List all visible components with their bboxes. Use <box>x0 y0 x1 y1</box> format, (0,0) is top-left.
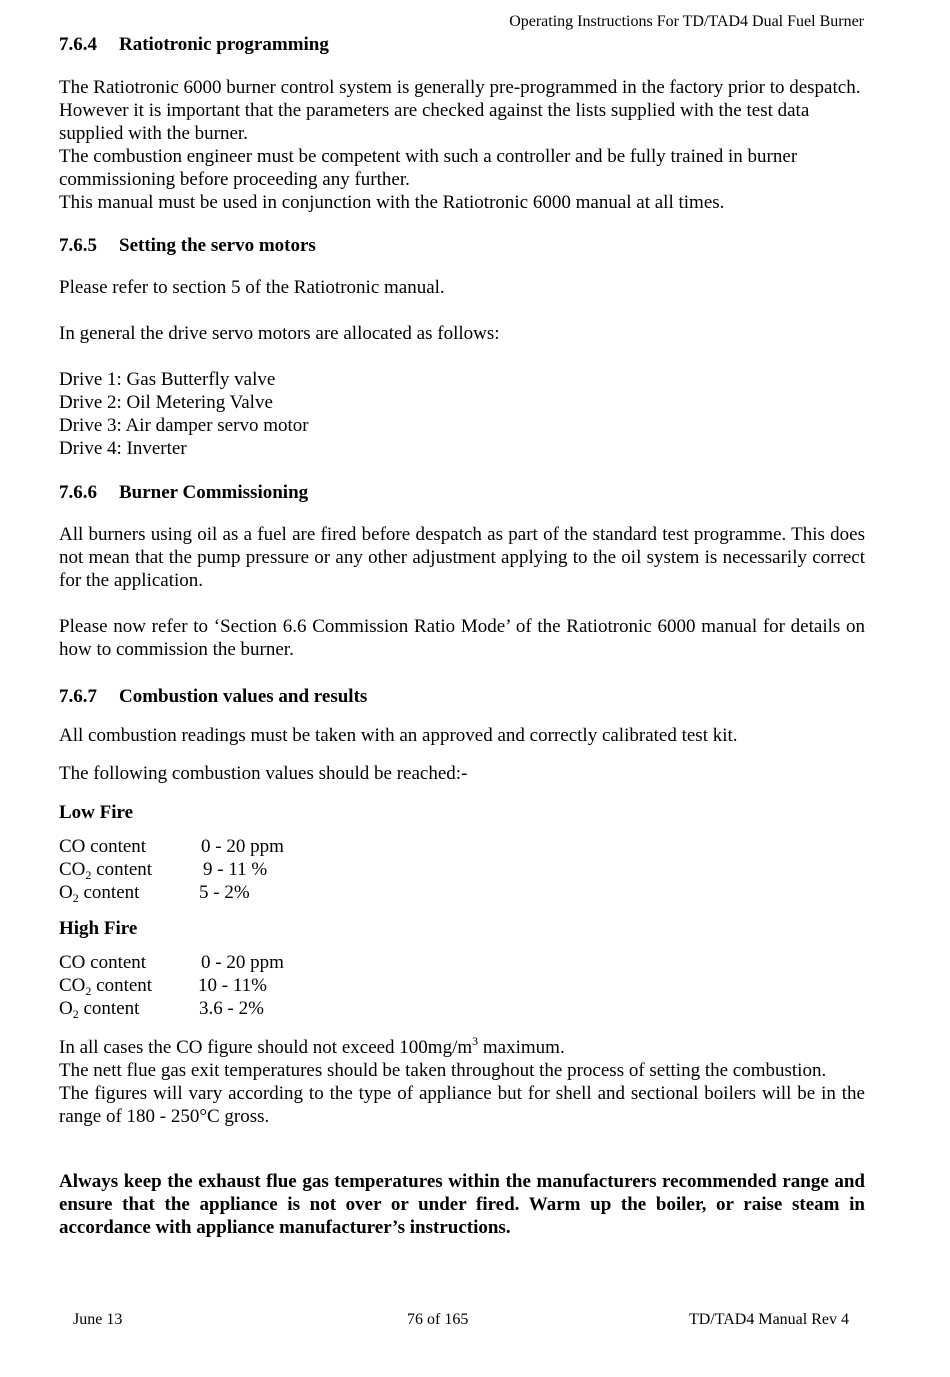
section-heading-7-6-7 <box>59 685 865 708</box>
co2-value: 10 - 11% <box>198 975 267 996</box>
list-item: Drive 4: Inverter <box>59 438 187 459</box>
o2-label <box>59 997 139 1020</box>
section-title: Ratiotronic programming <box>119 34 329 55</box>
table-row <box>59 881 865 904</box>
co2-label-suffix: content <box>91 859 153 880</box>
footer-page-number: 76 of 165 <box>407 1311 469 1328</box>
o2-label-suffix: content <box>78 998 140 1019</box>
co-label: CO content <box>59 836 147 857</box>
section-number: 7.6.4 <box>59 34 97 55</box>
section-heading-7-6-6 <box>59 481 865 504</box>
co2-label-suffix: content <box>91 975 153 996</box>
section-number: 7.6.6 <box>59 482 97 503</box>
section-heading-7-6-5 <box>59 234 865 257</box>
table-row <box>59 997 865 1020</box>
co-value: 0 - 20 ppm <box>201 952 284 973</box>
o2-label-text: O <box>59 882 73 903</box>
warning-note: Always keep the exhaust flue gas temperatures within the manufacturers recommended range and ensure that the appliance is not over or under fired. Warm up the boiler, or raise steam in accordance with appliance manufacturer’s instructions. <box>59 1171 865 1238</box>
paragraph <box>59 1036 865 1059</box>
closing-paragraphs <box>59 1036 865 1128</box>
paragraph: The following combustion values should be reached:- <box>59 763 468 784</box>
paragraph: The Ratiotronic 6000 burner control system is generally pre-programmed in the factory prior to despatch. However it is important that the parameters are checked against the lists supplied with the test data supplied with the burner. <box>59 77 861 144</box>
table-row <box>59 858 865 881</box>
co-limit-suffix: maximum. <box>478 1037 565 1058</box>
list-item: Drive 1: Gas Butterfly valve <box>59 369 276 390</box>
section-title: Setting the servo motors <box>119 235 316 256</box>
o2-value: 3.6 - 2% <box>199 998 264 1019</box>
low-fire-title: Low Fire <box>59 802 134 823</box>
list-item: Drive 3: Air damper servo motor <box>59 415 309 436</box>
table-row <box>59 835 865 858</box>
o2-label <box>59 881 139 904</box>
low-fire-values <box>59 835 865 904</box>
o2-subscript: 2 <box>72 891 79 905</box>
paragraph: All burners using oil as a fuel are fired before despatch as part of the standard test programme. This does not mean that the pump pressure or any other adjustment applying to the oil system is necessarily correct for the application. <box>59 524 865 591</box>
section-title: Combustion values and results <box>119 686 368 707</box>
section-7-6-4-body <box>59 76 865 214</box>
paragraph: In general the drive servo motors are allocated as follows: <box>59 323 500 344</box>
co2-label-text: CO <box>59 859 86 880</box>
o2-value: 5 - 2% <box>199 882 250 903</box>
superscript: 3 <box>472 1034 479 1048</box>
drive-list <box>59 368 865 460</box>
co2-label <box>59 974 152 997</box>
co2-label <box>59 858 152 881</box>
table-row <box>59 951 865 974</box>
paragraph: The nett flue gas exit temperatures should be taken throughout the process of setting the combustion. <box>59 1060 827 1081</box>
paragraph: This manual must be used in conjunction with the Ratiotronic 6000 manual at all times. <box>59 192 725 213</box>
high-fire-values <box>59 951 865 1020</box>
page-header: Operating Instructions For TD/TAD4 Dual Fuel Burner <box>509 13 864 30</box>
paragraph: All combustion readings must be taken with an approved and correctly calibrated test kit. <box>59 725 738 746</box>
section-number: 7.6.7 <box>59 686 97 707</box>
co-limit-text: In all cases the CO figure should not exceed 100mg/m <box>59 1037 473 1058</box>
paragraph: Please refer to section 5 of the Ratiotronic manual. <box>59 277 445 298</box>
o2-subscript: 2 <box>72 1007 79 1021</box>
co-label: CO content <box>59 952 147 973</box>
paragraph: The combustion engineer must be competent with such a controller and be fully trained in burner commissioning before proceeding any further. <box>59 146 798 190</box>
section-number: 7.6.5 <box>59 235 97 256</box>
co2-subscript: 2 <box>85 868 92 882</box>
footer-date: June 13 <box>73 1311 123 1328</box>
section-title: Burner Commissioning <box>119 482 309 503</box>
table-row <box>59 974 865 997</box>
co2-value: 9 - 11 % <box>203 859 268 880</box>
o2-label-suffix: content <box>78 882 140 903</box>
co2-subscript: 2 <box>85 984 92 998</box>
list-item: Drive 2: Oil Metering Valve <box>59 392 273 413</box>
paragraph: The figures will vary according to the type of appliance but for shell and sectional boilers will be in the range of 180 - 250°C gross. <box>59 1083 865 1127</box>
paragraph: Please now refer to ‘Section 6.6 Commission Ratio Mode’ of the Ratiotronic 6000 manual for details on how to commission the burner. <box>59 616 865 660</box>
section-heading-7-6-4 <box>59 33 865 56</box>
co2-label-text: CO <box>59 975 86 996</box>
footer-doc-ref: TD/TAD4 Manual Rev 4 <box>688 1311 849 1328</box>
co-value: 0 - 20 ppm <box>201 836 284 857</box>
o2-label-text: O <box>59 998 73 1019</box>
high-fire-title: High Fire <box>59 918 138 939</box>
